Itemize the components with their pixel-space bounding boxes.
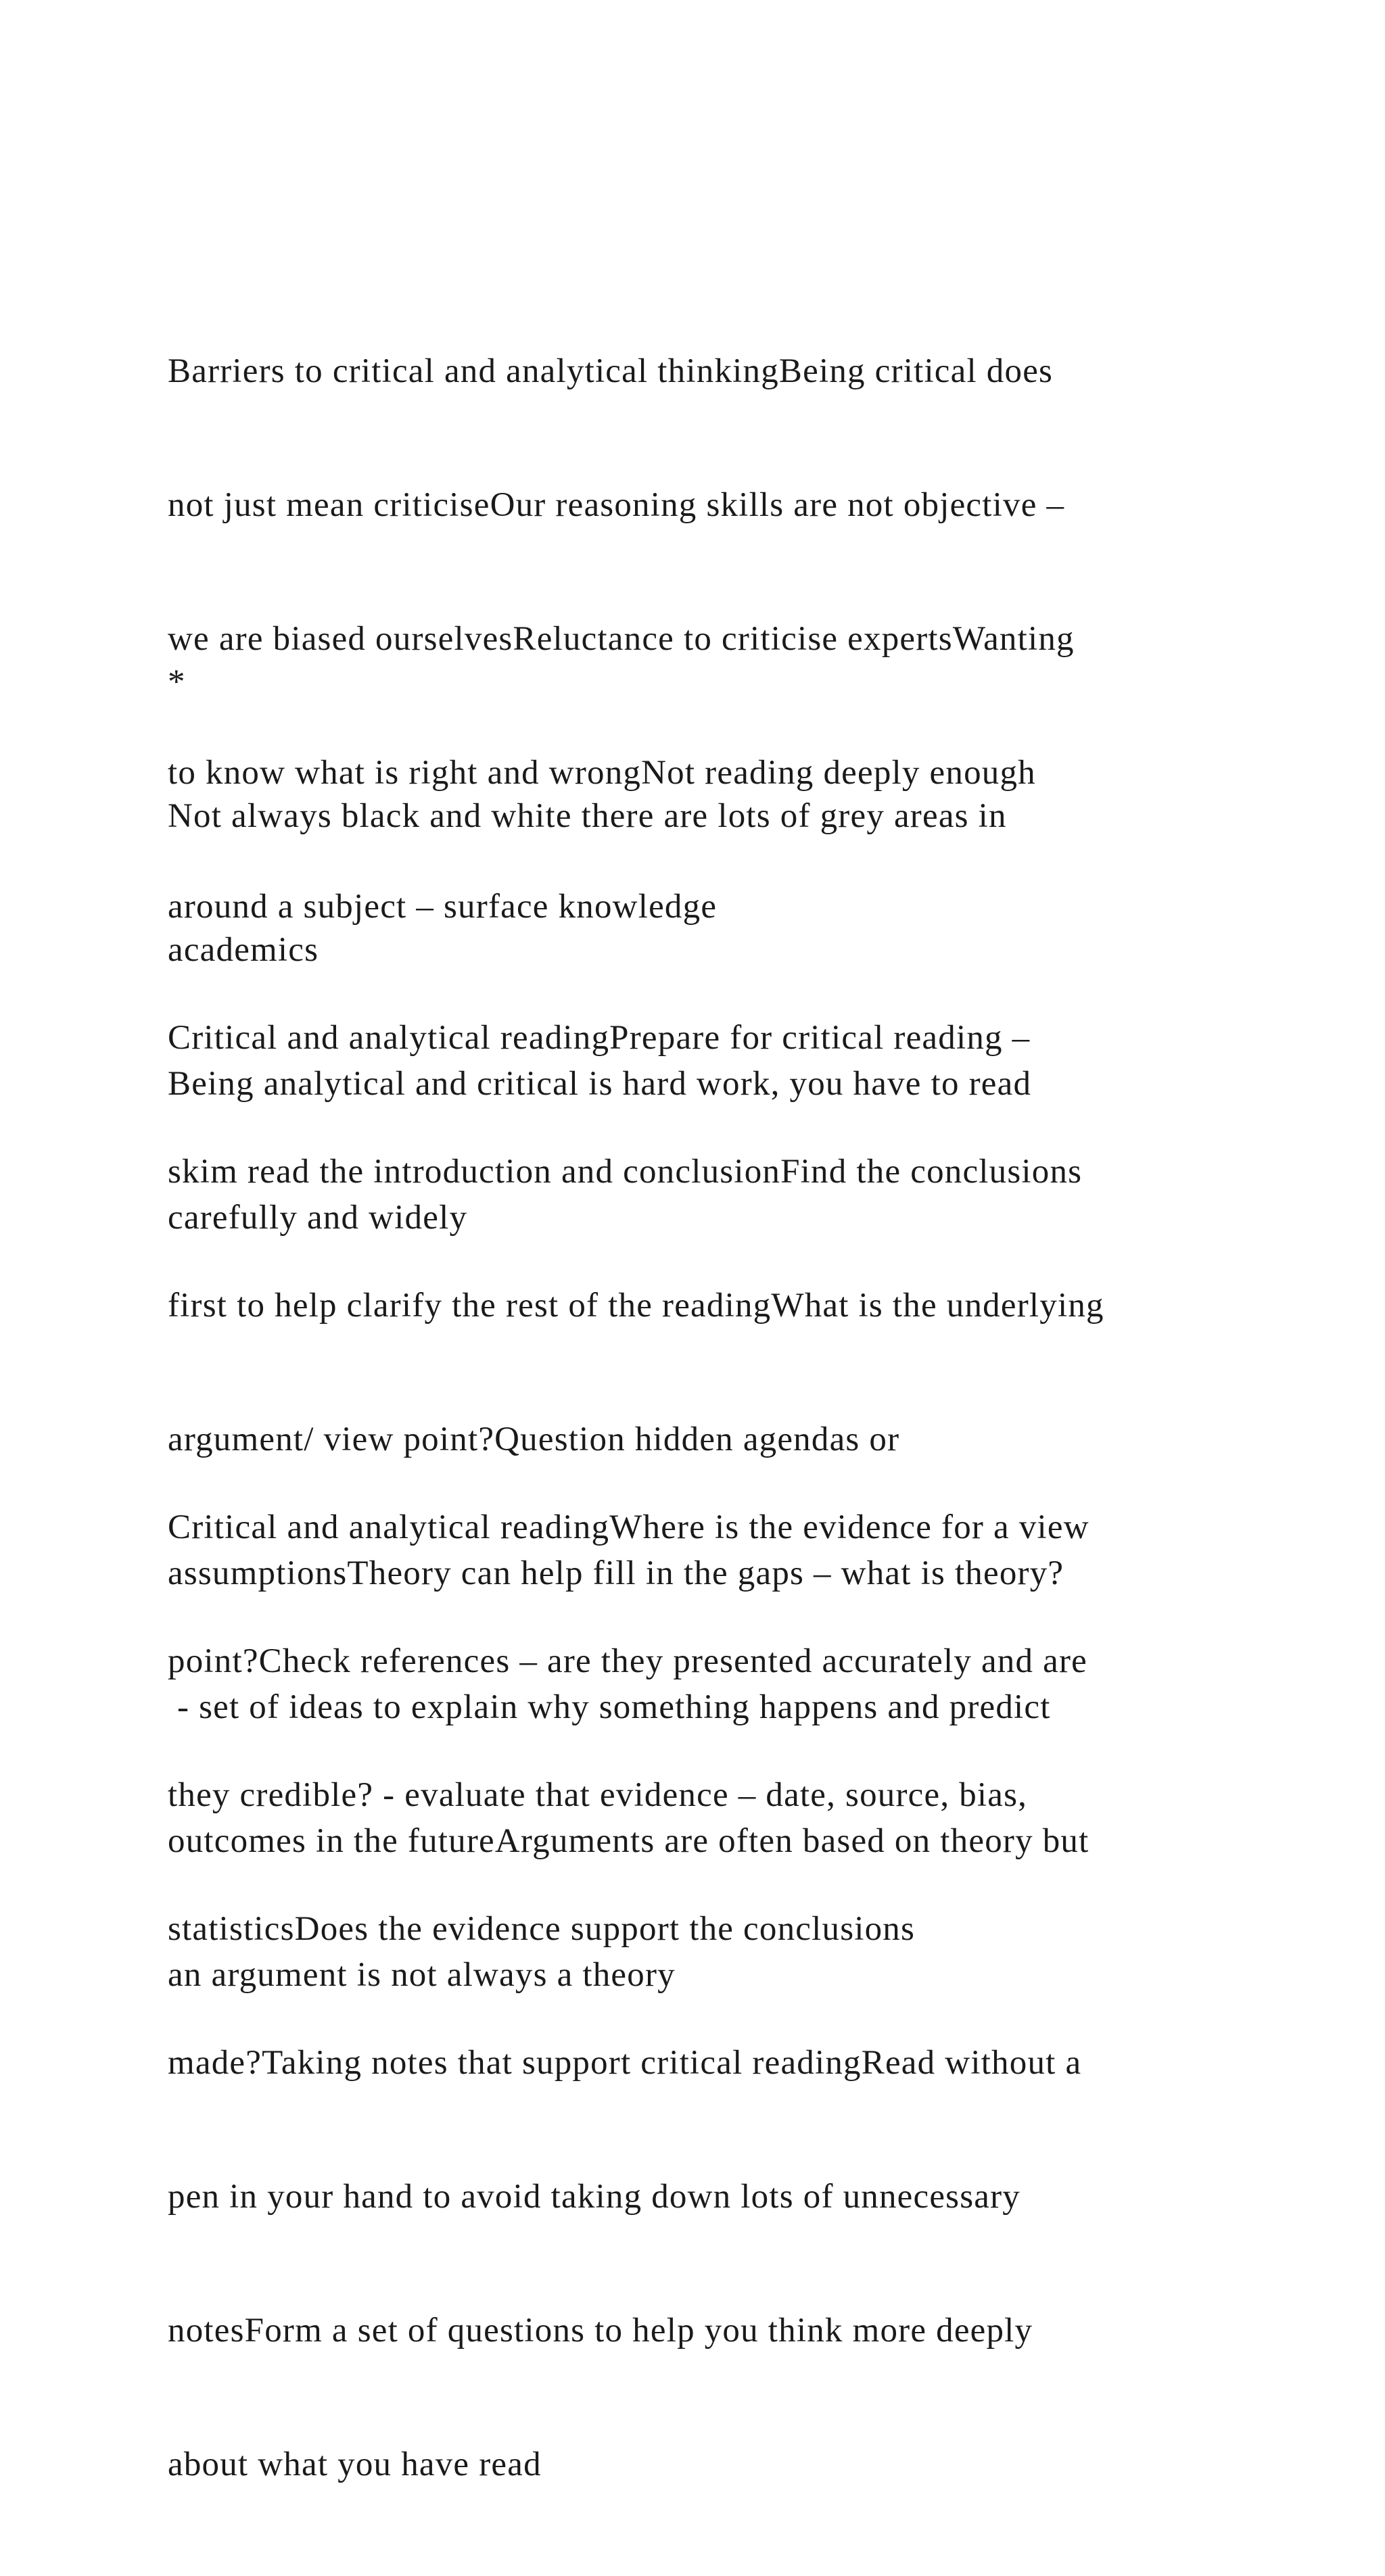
text-line: pen in your hand to avoid taking down lots of unnecessary xyxy=(168,2178,1020,2216)
text-line: notesForm a set of questions to help you think more deeply xyxy=(168,2312,1033,2350)
text-line: Critical and analytical readingWhere is the evidence for a view xyxy=(168,1508,1089,1546)
text-line: point?Check references – are they presented accurately and are xyxy=(168,1642,1088,1680)
text-line: not just mean criticiseOur reasoning skills are not objective – xyxy=(168,486,1065,524)
text-line: academics xyxy=(168,931,319,969)
text-line: Not always black and white there are lots of grey areas in xyxy=(168,797,1007,835)
text-line: argument/ view point?Question hidden agendas or xyxy=(168,1421,900,1458)
text-line: we are biased ourselvesReluctance to criticise expertsWanting xyxy=(168,620,1075,658)
text-line: Critical and analytical readingPrepare for critical reading – xyxy=(168,1019,1031,1057)
text-line: carefully and widely xyxy=(168,1199,468,1237)
text-line: - set of ideas to explain why something happens and predict xyxy=(168,1688,1051,1726)
text-line: first to help clarify the rest of the readingWhat is the underlying xyxy=(168,1287,1104,1325)
text-line: skim read the introduction and conclusionFind the conclusions xyxy=(168,1153,1083,1191)
text-line: an argument is not always a theory xyxy=(168,1956,676,1994)
text-line: Barriers to critical and analytical thinkingBeing critical does xyxy=(168,352,1054,390)
text-line: around a subject – surface knowledge xyxy=(168,888,718,926)
text-line: statisticsDoes the evidence support the conclusions xyxy=(168,1910,916,1948)
text-line: Being analytical and critical is hard work, you have to read xyxy=(168,1065,1032,1103)
text-line: they credible? - evaluate that evidence – date, source, bias, xyxy=(168,1776,1028,1814)
text-line: made?Taking notes that support critical readingRead without a xyxy=(168,2044,1082,2082)
text-line: about what you have read xyxy=(168,2446,542,2483)
text-line: assumptionsTheory can help fill in the gaps – what is theory? xyxy=(168,1554,1064,1592)
text-line: outcomes in the futureArguments are often based on theory but xyxy=(168,1822,1089,1860)
text-line: * xyxy=(168,663,186,701)
section-critical-reading-2 xyxy=(168,1416,1250,2576)
text-line: to know what is right and wrongNot reading deeply enough xyxy=(168,754,1036,792)
